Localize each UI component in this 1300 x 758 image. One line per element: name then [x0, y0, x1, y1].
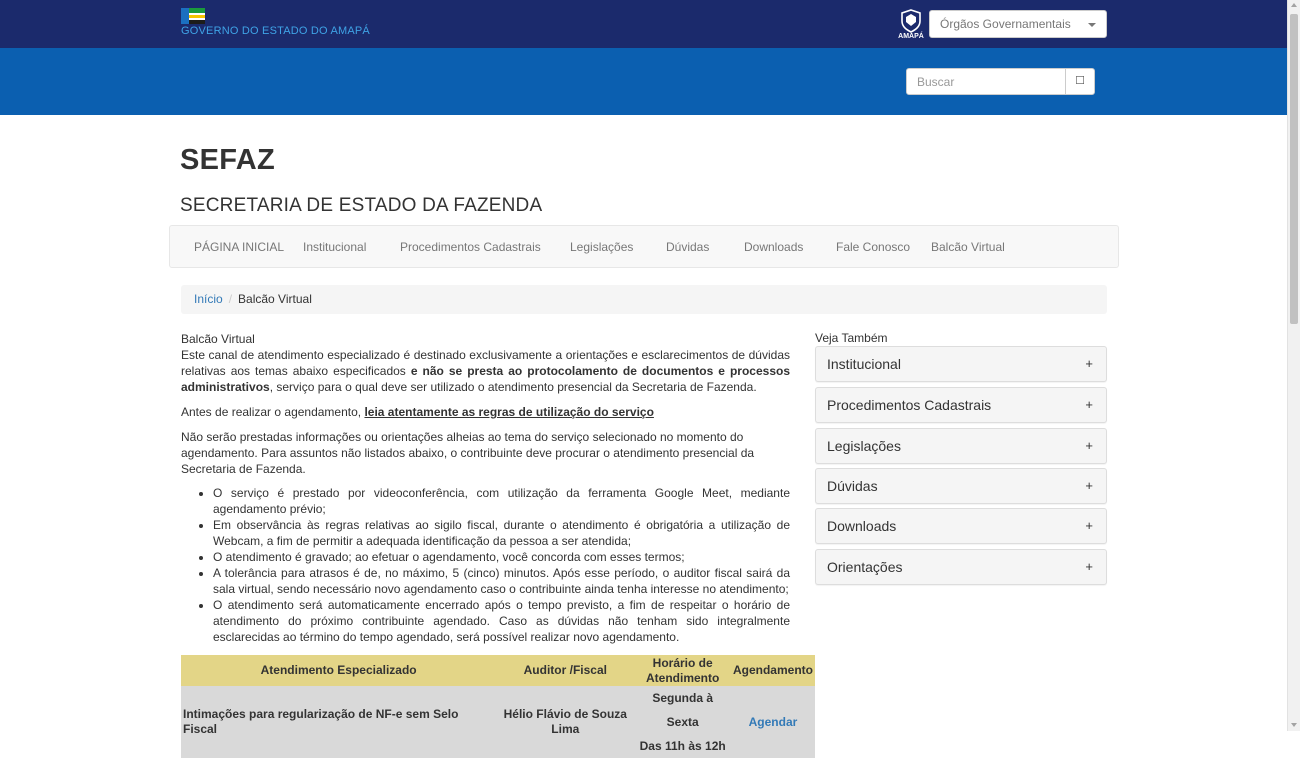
breadcrumb-separator: /: [228, 292, 233, 306]
list-item: • O serviço é prestado por videoconferência, com utilização da ferramenta Google Meet, mediante agendamento prévio;: [213, 485, 790, 517]
gov-name-link[interactable]: GOVERNO DO ESTADO DO AMAPÁ: [181, 25, 370, 37]
cell-hours: [634, 686, 731, 758]
plus-icon: +: [1085, 397, 1093, 412]
rules-prefix: Antes de realizar o agendamento,: [181, 405, 365, 419]
accordion-downloads[interactable]: [815, 508, 1107, 544]
table-row: [181, 686, 815, 758]
search-icon: ☐: [1075, 75, 1085, 87]
content-label: Balcão Virtual: [181, 332, 255, 346]
crest-label: AMAPÁ: [898, 33, 924, 40]
chevron-down-icon: [1088, 23, 1096, 27]
accordion-label: Downloads: [827, 518, 897, 534]
services-table: [181, 655, 815, 758]
list-item: • Em observância às regras relativas ao sigilo fiscal, durante o atendimento é obrigatória a utilização de Webcam, a fim de permitir a adequada identificação da pessoa a ser atendida;: [213, 517, 790, 549]
list-item: • A tolerância para atrasos é de, no máximo, 5 (cinco) minutos. Após esse período, o auditor fiscal sairá da sala virtual, sendo necessário novo agendamento caso o contribuinte ainda tenha interesse no atendimento;: [213, 565, 790, 597]
list-item: • O atendimento é gravado; ao efetuar o agendamento, você concorda com esses termos;: [213, 549, 790, 565]
accordion-label: Dúvidas: [827, 478, 878, 494]
page-subtitle: SECRETARIA DE ESTADO DA FAZENDA: [180, 195, 543, 216]
scrollbar[interactable]: [1287, 0, 1300, 731]
header-service: Atendimento Especializado: [181, 655, 496, 686]
plus-icon: +: [1085, 356, 1093, 371]
plus-icon: +: [1085, 438, 1093, 453]
scroll-up-icon[interactable]: [1291, 3, 1297, 7]
main-nav: [169, 225, 1119, 268]
rules-list: [213, 485, 790, 645]
search-input[interactable]: [906, 68, 1066, 95]
plus-icon: +: [1085, 518, 1093, 533]
header-auditor: Auditor /Fiscal: [496, 655, 634, 686]
orgs-select-value: Órgãos Governamentais: [940, 17, 1071, 31]
nav-item-balcao-virtual[interactable]: Balcão Virtual: [931, 240, 1005, 254]
sidebar-label: Veja Também: [815, 331, 888, 345]
rules-paragraph: [181, 404, 790, 420]
cell-auditor: Hélio Flávio de Souza Lima: [496, 686, 634, 758]
search-button[interactable]: [1065, 68, 1095, 95]
scroll-thumb[interactable]: [1290, 14, 1298, 324]
accordion-label: Legislações: [827, 438, 901, 454]
accordion-orientacoes[interactable]: [815, 549, 1107, 585]
nav-item-legislacoes[interactable]: Legislações: [570, 240, 634, 254]
amapa-crest-icon: [896, 9, 926, 43]
header-scheduling: Agendamento: [731, 655, 815, 686]
accordion-institucional[interactable]: [815, 346, 1107, 382]
intro-text: Este canal de atendimento especializado é destinado exclusivamente a orientações e esclarecimentos de dúvidas relativas aos temas abaixo especificados: [181, 348, 790, 378]
cell-days: Segunda à Sexta: [652, 691, 714, 729]
cell-time: Das 11h às 12h: [639, 739, 726, 753]
plus-icon: +: [1085, 559, 1093, 574]
header-hours: Horário de Atendimento: [634, 655, 731, 686]
nav-item-institucional[interactable]: Institucional: [303, 240, 367, 254]
intro-paragraph: [181, 347, 790, 395]
page-title: SEFAZ: [180, 144, 275, 176]
intro-bold-text: e não se presta ao protocolamento de documentos e processos administrativos: [181, 364, 790, 394]
nav-item-procedimentos[interactable]: Procedimentos Cadastrais: [400, 240, 541, 254]
nav-item-fale-conosco[interactable]: Fale Conosco: [836, 240, 911, 254]
nav-item-duvidas[interactable]: Dúvidas: [666, 240, 710, 254]
intro-end-text: , serviço para o qual deve ser utilizado o atendimento presencial da Secretaria de Fazenda.: [269, 380, 757, 394]
cell-service: Intimações para regularização de NF-e sem Selo Fiscal: [181, 686, 496, 758]
breadcrumb-home-link[interactable]: Início: [194, 292, 223, 306]
notice-paragraph: Não serão prestadas informações ou orientações alheias ao tema do serviço selecionado no momento do agendamento. Para assuntos não listados abaixo, o contribuinte deve procurar o atendimento presencial da Secretaria de Fazenda.: [181, 430, 755, 476]
list-item: • O atendimento será automaticamente encerrado após o tempo previsto, a fim de respeitar o horário de atendimento do próximo contribuinte agendado. Caso as dúvidas não tenham sido integralmente esclarecidas ao término do tempo agendado, será possível realizar novo agendamento.: [213, 597, 790, 645]
scroll-down-icon[interactable]: [1291, 723, 1297, 727]
nav-item-home[interactable]: PÁGINA INICIAL: [194, 240, 285, 254]
orgs-select[interactable]: [929, 10, 1107, 38]
plus-icon: +: [1085, 478, 1093, 493]
breadcrumb: [181, 285, 1107, 314]
nav-item-downloads[interactable]: Downloads: [744, 240, 804, 254]
accordion-label: Institucional: [827, 356, 901, 372]
rules-link[interactable]: leia atentamente as regras de utilização do serviço: [364, 405, 654, 419]
accordion-label: Procedimentos Cadastrais: [827, 397, 992, 413]
accordion-procedimentos[interactable]: [815, 387, 1107, 423]
amapa-flag-icon: [181, 8, 205, 24]
accordion-legislacoes[interactable]: [815, 428, 1107, 464]
accordion-duvidas[interactable]: [815, 468, 1107, 504]
main-content: [181, 331, 790, 645]
accordion-label: Orientações: [827, 559, 903, 575]
breadcrumb-current: Balcão Virtual: [238, 292, 312, 306]
agendar-link[interactable]: Agendar: [731, 686, 815, 758]
table-header-row: [181, 655, 815, 686]
